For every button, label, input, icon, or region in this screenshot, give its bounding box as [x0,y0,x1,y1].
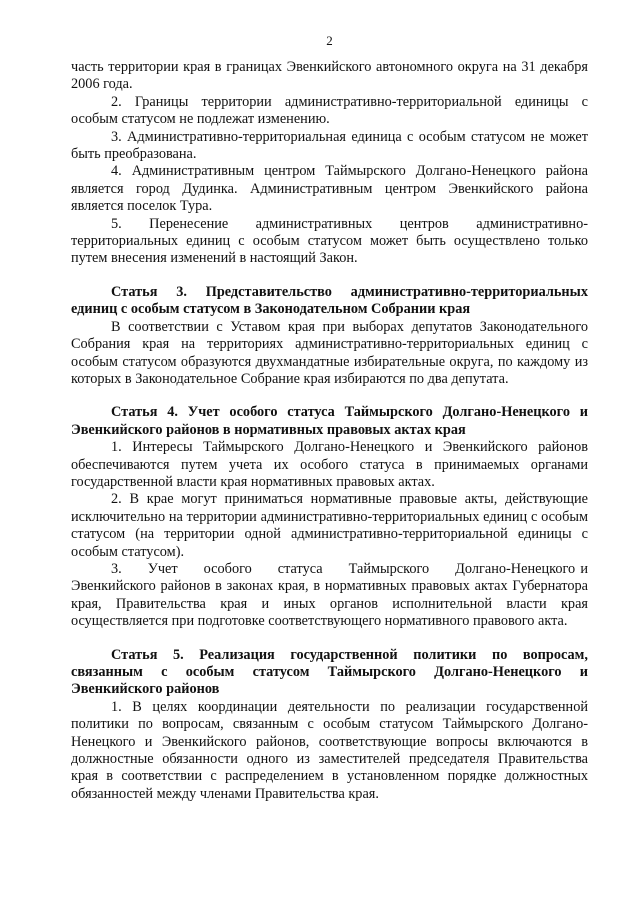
article-5-paragraph-1: 1. В целях координации деятельности по реализации государственной политики по вопросам, связанным с особым статусом Таймырского Долгано-Ненецкого и Эвенкийского районов, соответствующие вопросы включаются в должностные обязанности одного из заместителей председателя Правительства края в соответствии с распределением в установленном порядке должностных обязанностей между членами Правительства края. [71,698,588,802]
paragraph-2: 2. Границы территории административно-территориальной единицы с особым статусом не подлежат изменению. [71,93,588,128]
article-4-paragraph-2: 2. В крае могут приниматься нормативные правовые акты, действующие исключительно на территории административно-территориальных единиц с особым статусом (на территории одной административно-территориальной единицы с особым статусом). [71,491,588,560]
article-4-paragraph-1: 1. Интересы Таймырского Долгано-Ненецкого и Эвенкийского районов обеспечиваются путем учета их особого статуса в принимаемых органами государственной власти края нормативных правовых актах. [71,439,588,490]
article-3-heading: Статья 3. Представительство административно-территориальных единиц с особым статусом в Законодательном Собрании края [71,283,588,318]
article-4-paragraph-3: 3. Учет особого статуса Таймырского Долгано-Ненецкого и Эвенкийского районов в законах края, в нормативных правовых актах Губернатора края, Правительства края и иных органов исполнительной власти края осуществляется при подготовке соответствующего нормативного правового акта. [71,560,592,630]
article-4-heading: Статья 4. Учет особого статуса Таймырского Долгано-Ненецкого и Эвенкийского районов в нормативных правовых актах края [71,404,588,438]
section-gap [71,268,588,284]
paragraph-5: 5. Перенесение административных центров административно-территориальных единиц с особым статусом может быть осуществлено только путем внесения изменений в настоящий Закон. [71,215,592,267]
section-gap [71,631,588,647]
article-5-heading: Статья 5. Реализация государственной политики по вопросам, связанным с особым статусом Таймырского Долгано-Ненецкого и Эвенкийского районов [71,646,588,698]
section-gap [71,388,588,404]
article-3-paragraph: В соответствии с Уставом края при выборах депутатов Законодательного Собрания края на территориях административно-территориальных единиц с особым статусом образуются двухмандатные избирательные округа, по каждому из которых в Законодательное Собрание края избираются по два депутата. [71,318,588,387]
paragraph-continuation: часть территории края в границах Эвенкийского автономного округа на 31 декабря 2006 года. [71,59,588,93]
paragraph-4: 4. Административным центром Таймырского Долгано-Ненецкого района является город Дудинка. Административным центром Эвенкийского района является поселок Тура. [71,163,588,215]
paragraph-3: 3. Административно-территориальная единица с особым статусом не может быть преобразована. [71,128,588,163]
page-number: 2 [326,33,333,48]
